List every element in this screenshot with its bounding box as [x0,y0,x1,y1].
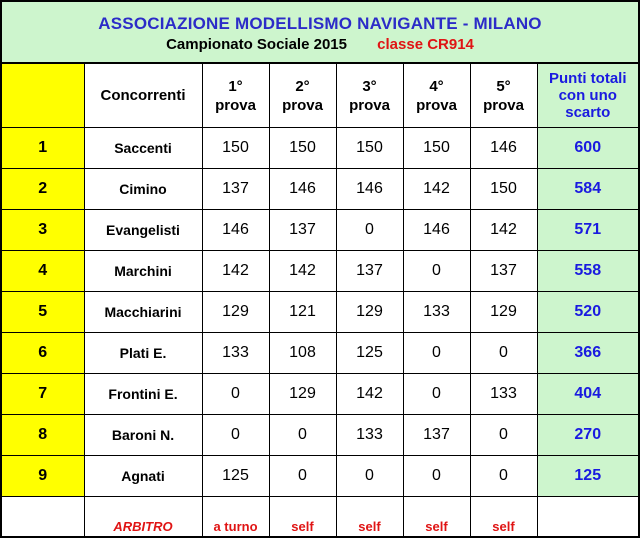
season-label: Campionato Sociale 2015 [166,36,347,53]
referee-rank-empty-cell [2,497,84,537]
score-cell: 146 [403,210,470,251]
score-cell: 146 [269,169,336,210]
referee-cell: self [269,497,336,537]
competitor-name: Agnati [84,456,202,497]
association-title: ASSOCIAZIONE MODELLISMO NAVIGANTE - MILANO [98,14,542,33]
standings-table [2,64,638,536]
total-cell: 584 [537,169,638,210]
score-cell: 125 [336,333,403,374]
rank-cell: 6 [2,333,84,374]
table-row [2,251,638,292]
rank-cell: 9 [2,456,84,497]
total-cell: 571 [537,210,638,251]
table-row [2,456,638,497]
score-cell: 0 [403,251,470,292]
table-row [2,128,638,169]
score-cell: 0 [403,456,470,497]
competitor-name: Plati E. [84,333,202,374]
score-cell: 133 [202,333,269,374]
rank-cell: 1 [2,128,84,169]
class-label: classe CR914 [377,36,474,53]
score-cell: 129 [470,292,537,333]
score-cell: 146 [202,210,269,251]
score-cell: 150 [470,169,537,210]
score-cell: 150 [269,128,336,169]
score-cell: 125 [202,456,269,497]
score-cell: 0 [202,374,269,415]
rank-cell: 4 [2,251,84,292]
referee-cell: self [336,497,403,537]
score-cell: 150 [202,128,269,169]
score-cell: 121 [269,292,336,333]
score-cell: 0 [336,456,403,497]
referee-total-empty-cell [537,497,638,537]
round-1-header: 1° prova [202,64,269,128]
score-cell: 133 [470,374,537,415]
table-header-row [2,64,638,128]
sheet-header [2,2,638,64]
total-cell: 270 [537,415,638,456]
competitor-name: Baroni N. [84,415,202,456]
rank-cell: 3 [2,210,84,251]
round-3-header: 3° prova [336,64,403,128]
round-2-header: 2° prova [269,64,336,128]
competitor-name: Frontini E. [84,374,202,415]
rank-cell: 8 [2,415,84,456]
score-cell: 137 [470,251,537,292]
score-cell: 142 [336,374,403,415]
score-cell: 129 [336,292,403,333]
table-row [2,374,638,415]
table-row [2,292,638,333]
score-cell: 150 [336,128,403,169]
score-cell: 0 [470,456,537,497]
score-cell: 142 [202,251,269,292]
rank-cell: 5 [2,292,84,333]
competitor-name: Evangelisti [84,210,202,251]
score-cell: 137 [336,251,403,292]
score-cell: 0 [470,415,537,456]
score-cell: 137 [269,210,336,251]
total-cell: 125 [537,456,638,497]
score-cell: 142 [470,210,537,251]
score-cell: 0 [336,210,403,251]
competitor-name: Cimino [84,169,202,210]
score-cell: 108 [269,333,336,374]
total-points-header: Punti totali con uno scarto [537,64,638,128]
score-cell: 133 [336,415,403,456]
referee-cell: a turno [202,497,269,537]
rank-cell: 2 [2,169,84,210]
total-cell: 600 [537,128,638,169]
score-cell: 0 [403,333,470,374]
score-cell: 0 [403,374,470,415]
referee-cell: self [403,497,470,537]
score-cell: 0 [202,415,269,456]
round-4-header: 4° prova [403,64,470,128]
score-cell: 133 [403,292,470,333]
total-cell: 404 [537,374,638,415]
score-cell: 137 [403,415,470,456]
score-cell: 137 [202,169,269,210]
table-row [2,169,638,210]
total-cell: 520 [537,292,638,333]
score-cell: 0 [269,456,336,497]
total-cell: 366 [537,333,638,374]
score-cell: 142 [269,251,336,292]
rank-header-cell [2,64,84,128]
score-cell: 146 [336,169,403,210]
competitor-name: Marchini [84,251,202,292]
score-cell: 142 [403,169,470,210]
arbitro-label: ARBITRO [84,497,202,537]
score-cell: 129 [202,292,269,333]
referee-cell: self [470,497,537,537]
table-row [2,415,638,456]
score-cell: 146 [470,128,537,169]
referee-row [2,497,638,537]
competitor-name: Saccenti [84,128,202,169]
championship-subtitle [2,36,638,53]
total-cell: 558 [537,251,638,292]
score-cell: 0 [269,415,336,456]
table-row [2,210,638,251]
score-cell: 129 [269,374,336,415]
table-row [2,333,638,374]
round-5-header: 5° prova [470,64,537,128]
score-cell: 150 [403,128,470,169]
competitors-header: Concorrenti [84,64,202,128]
score-cell: 0 [470,333,537,374]
competitor-name: Macchiarini [84,292,202,333]
rank-cell: 7 [2,374,84,415]
